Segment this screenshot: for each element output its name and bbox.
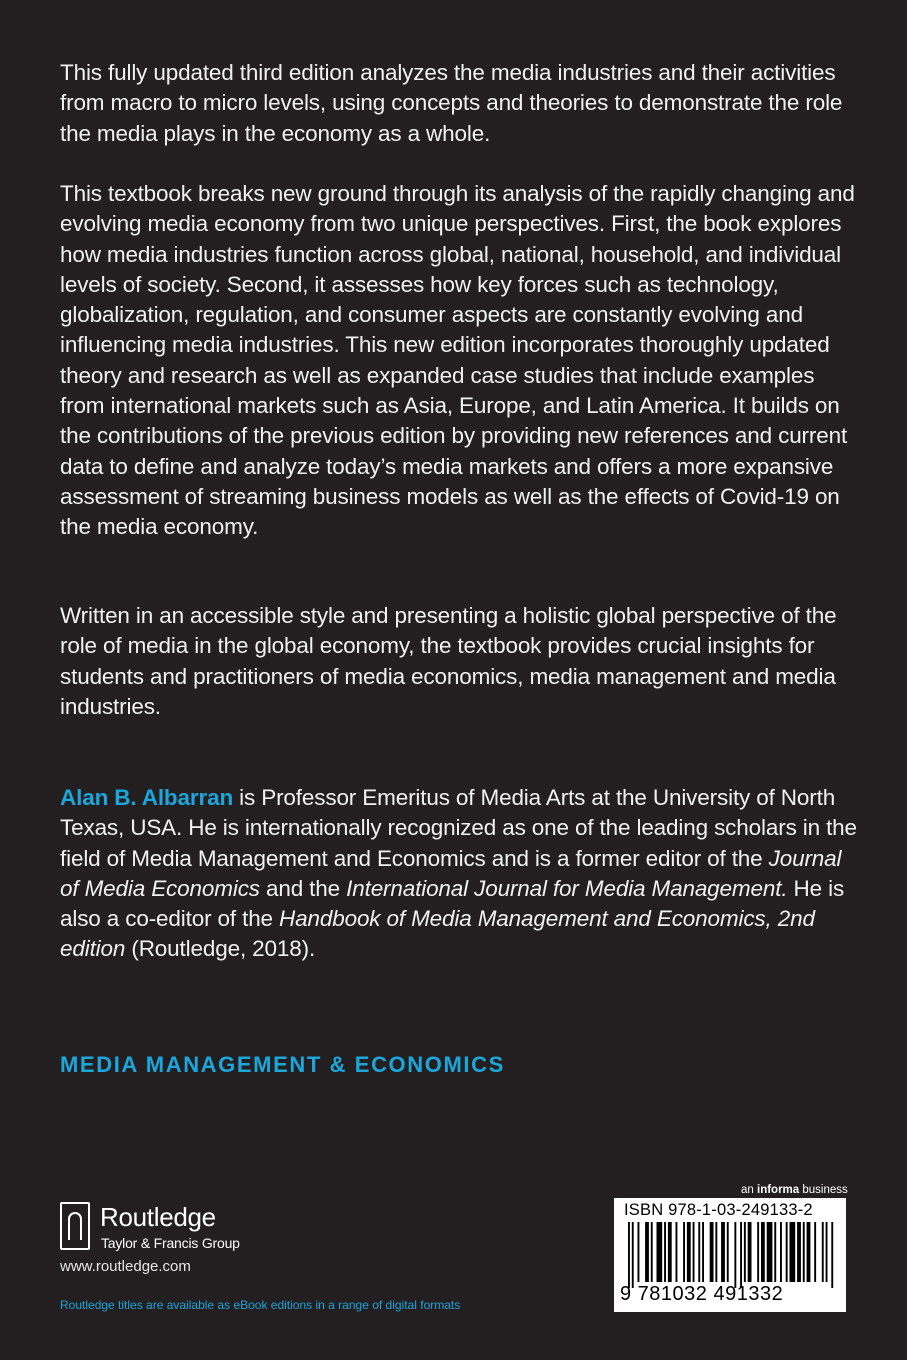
author-bio [60,783,860,965]
barcode-bar [683,1222,685,1282]
barcode-bar [790,1222,796,1282]
author-name: Alan B. Albarran [60,785,234,810]
barcode-bar [668,1222,672,1282]
barcode-bar [740,1222,742,1288]
bio-text-3: He is also a co-editor of the [60,875,845,932]
barcode-bar [687,1222,691,1282]
barcode-bar [774,1222,776,1282]
barcode-bar [638,1222,640,1282]
barcode-bars [628,1222,834,1288]
journal-title-2: International Journal for Media Management. [346,875,788,901]
barcode-bar [710,1222,714,1282]
barcode-bar [698,1222,700,1282]
publisher-url: www.routledge.com [60,1258,191,1275]
barcode-bar [822,1222,824,1282]
barcode-bar [831,1222,833,1288]
barcode-bar [657,1222,663,1282]
informa-prefix: an [741,1184,757,1196]
barcode-bar [715,1222,717,1282]
barcode-bar [702,1222,704,1282]
barcode-bar [797,1222,801,1282]
barcode-bar [780,1222,782,1282]
barcode-bar [632,1222,634,1288]
barcode-bar [803,1222,805,1282]
barcode-bar [748,1222,752,1282]
barcode-bar [664,1222,666,1282]
publisher-name: Routledge [100,1202,216,1232]
bio-text-1: is Professor Emeritus of Media Arts at the University of North Texas, USA. He is internationally recognized as one of the leading scholars in the field of Media Management and Economics and is a former editor of the [60,785,857,871]
journal-title-1: Journal of Media Economics [60,845,842,901]
barcode-digits: 9 781032 491332 [620,1283,784,1305]
routledge-logo [60,1198,300,1258]
informa-brand: informa [757,1184,800,1196]
barcode-bar [786,1222,788,1282]
barcode-bar [628,1222,630,1288]
barcode-bar [814,1222,816,1282]
barcode-bar [693,1222,695,1282]
barcode-bar [767,1222,773,1282]
informa-business-tag [741,1184,848,1196]
barcode-bar [734,1222,736,1288]
bio-text-2: and the [259,875,347,901]
barcode-bar [645,1222,649,1282]
barcode-bar [744,1222,746,1282]
publisher-group: Taylor & Francis Group [101,1235,240,1251]
handbook-title: Handbook of Media Management and Economics, 2nd edition [60,906,815,962]
barcode-bar [727,1222,729,1282]
barcode-bar [761,1222,765,1282]
barcode-bar [757,1222,759,1282]
series-title: MEDIA MANAGEMENT & ECONOMICS [60,1052,505,1077]
barcode-bar [676,1222,678,1282]
isbn-label: ISBN 978-1-03-249133-2 [624,1201,813,1219]
isbn-barcode [614,1198,846,1312]
ebook-note: Routledge titles are available as eBook editions in a range of digital formats [60,1298,461,1312]
routledge-logo-icon [60,1202,90,1250]
barcode-bar [807,1222,811,1282]
barcode-bar [651,1222,653,1282]
barcode-bar [826,1222,828,1282]
description-paragraph-1: This fully updated third edition analyzes the media industries and their activities from macro to micro levels, using concepts and theories to demonstrate the role the media plays in the economy as a whole. [60,60,843,146]
bio-text-4: (Routledge, 2018). [125,936,316,962]
informa-suffix: business [799,1184,848,1196]
description-paragraph-3: Written in an accessible style and presenting a holistic global perspective of the role of media in the global economy, the textbook provides crucial insights for students and practitioners of media economics, media management and media industries. [60,603,837,719]
barcode-bar [721,1222,725,1282]
description-paragraph-2: This textbook breaks new ground through its analysis of the rapidly changing and evolving media economy from two unique perspectives. First, the book explores how media industries function across global, national, household, and individual levels of society. Second, it assesses how key forces such as technology, globalization, regulation, and consumer aspects are constantly evolving and influencing media industries. This new edition incorporates thoroughly updated theory and research as well as expanded case studies that include examples from international markets such as Asia, Europe, and Latin America. It builds on the contributions of the previous edition by providing new references and current data to define and analyze today’s media markets and offers a more expansive assessment of streaming business models as well as the effects of Covid-19 on the media economy. [60,181,855,540]
